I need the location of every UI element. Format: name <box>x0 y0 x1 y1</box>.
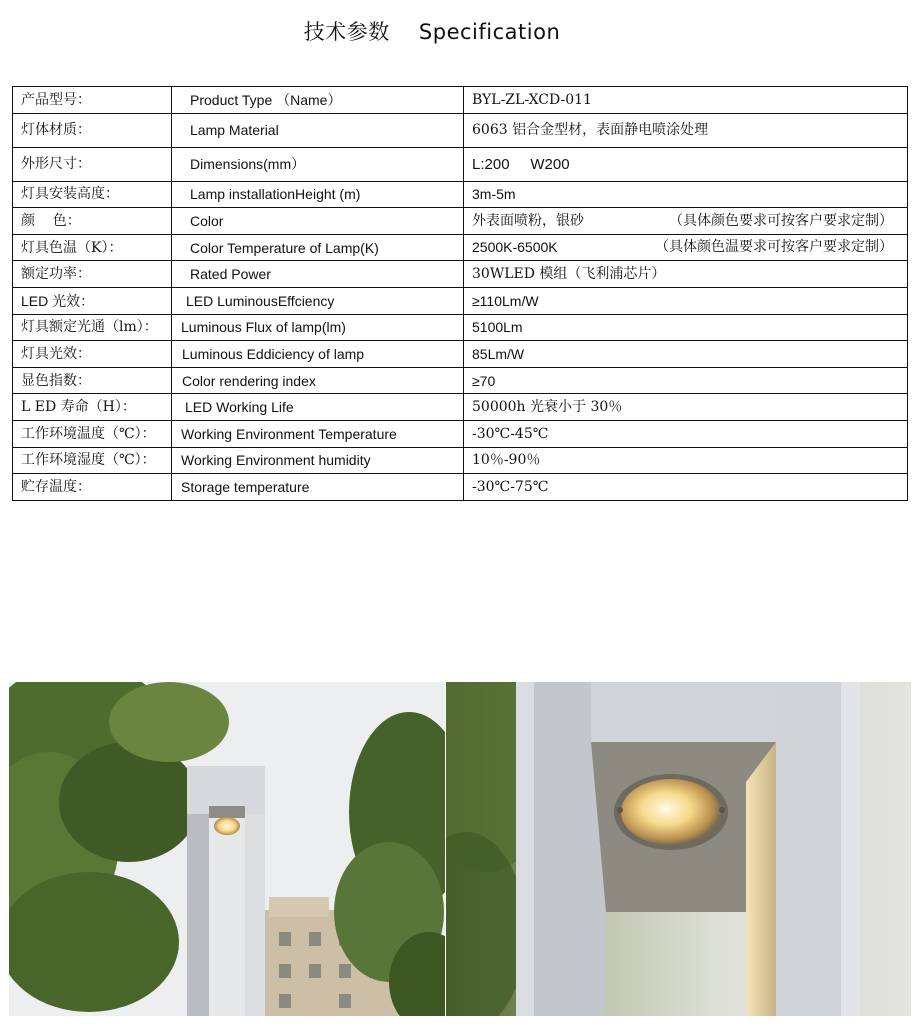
spec-label-cn: L ED 寿命（H）： <box>13 394 172 421</box>
spec-label-cn: 外形尺寸： <box>13 147 172 181</box>
spec-value-text: 外表面喷粉，银砂 <box>472 212 584 229</box>
spec-label-en: Rated Power <box>172 261 464 288</box>
table-row <box>13 181 908 208</box>
spec-label-en: Dimensions(mm） <box>172 147 464 181</box>
spec-note: （具体颜色温要求可按客户要求定制） <box>655 239 893 256</box>
spec-value: 50000h 光衰小于 30％ <box>464 394 908 421</box>
spec-label-cn: 工作环境温度（℃）： <box>13 420 172 447</box>
table-row <box>13 234 908 261</box>
title-en: Specification <box>418 20 561 44</box>
spec-label-en: Luminous Flux of lamp(lm) <box>172 314 464 341</box>
product-photo-full <box>9 682 445 1016</box>
table-row <box>13 394 908 421</box>
spec-label-cn: 工作环境湿度（℃）： <box>13 447 172 474</box>
spec-label-cn: 产品型号： <box>13 87 172 114</box>
spec-value: 6063 铝合金型材，表面静电喷涂处理 <box>464 113 908 147</box>
spec-label-cn: 贮存温度： <box>13 474 172 501</box>
spec-table <box>12 86 908 501</box>
spec-value: 30WLED 模组（飞利浦芯片） <box>464 261 908 288</box>
spec-label-cn: 颜 色： <box>13 208 172 235</box>
spec-label-cn: LED 光效： <box>13 287 172 314</box>
spec-value: L:200 W200 <box>464 147 908 181</box>
spec-label-en: LED Working Life <box>172 394 464 421</box>
page-title <box>0 16 864 46</box>
spec-label-en: Lamp Material <box>172 113 464 147</box>
spec-label-cn: 显色指数： <box>13 367 172 394</box>
spec-note: （具体颜色要求可按客户要求定制） <box>669 212 893 229</box>
table-row <box>13 287 908 314</box>
spec-label-en: Color rendering index <box>172 367 464 394</box>
spec-value-text: 2500K-6500K <box>472 239 558 256</box>
bollard-scene-illustration <box>9 682 445 1016</box>
table-row <box>13 341 908 368</box>
table-row <box>13 113 908 147</box>
spec-label-cn: 灯具安装高度： <box>13 181 172 208</box>
spec-value: -30℃-75℃ <box>464 474 908 501</box>
spec-value: -30℃-45℃ <box>464 420 908 447</box>
spec-value: ≥70 <box>464 367 908 394</box>
product-photo-closeup <box>446 682 911 1016</box>
spec-value: ≥110Lm/W <box>464 287 908 314</box>
spec-value: BYL-ZL-XCD-011 <box>464 87 908 114</box>
spec-label-en: Color <box>172 208 464 235</box>
spec-value: 5100Lm <box>464 314 908 341</box>
lamp-housing <box>516 682 860 1016</box>
table-row <box>13 474 908 501</box>
spec-label-cn: 灯具色温（K）： <box>13 234 172 261</box>
spec-value <box>464 208 908 235</box>
spec-value: 3m-5m <box>464 181 908 208</box>
spec-label-en: Product Type （Name） <box>172 87 464 114</box>
table-row <box>13 367 908 394</box>
table-row <box>13 208 908 235</box>
table-row <box>13 87 908 114</box>
spec-label-en: Color Temperature of Lamp(K) <box>172 234 464 261</box>
product-photos <box>9 682 911 1016</box>
spec-label-en: Storage temperature <box>172 474 464 501</box>
spec-label-cn: 额定功率： <box>13 261 172 288</box>
spec-label-cn: 灯体材质： <box>13 113 172 147</box>
title-cn: 技术参数 <box>303 20 390 44</box>
spec-value: 10％-90％ <box>464 447 908 474</box>
lamp-closeup-illustration <box>446 682 911 1016</box>
spec-value: 85Lm/W <box>464 341 908 368</box>
spec-label-en: Lamp installationHeight (m) <box>172 181 464 208</box>
table-row <box>13 147 908 181</box>
bollard-pole <box>187 766 265 1016</box>
spec-label-cn: 灯具光效： <box>13 341 172 368</box>
table-row <box>13 314 908 341</box>
spec-value <box>464 234 908 261</box>
spec-label-cn: 灯具额定光通（lm）： <box>13 314 172 341</box>
spec-label-en: Luminous Eddiciency of lamp <box>172 341 464 368</box>
spec-label-en: LED LuminousEffciency <box>172 287 464 314</box>
table-row <box>13 420 908 447</box>
table-row <box>13 261 908 288</box>
table-row <box>13 447 908 474</box>
spec-label-en: Working Environment humidity <box>172 447 464 474</box>
spec-label-en: Working Environment Temperature <box>172 420 464 447</box>
